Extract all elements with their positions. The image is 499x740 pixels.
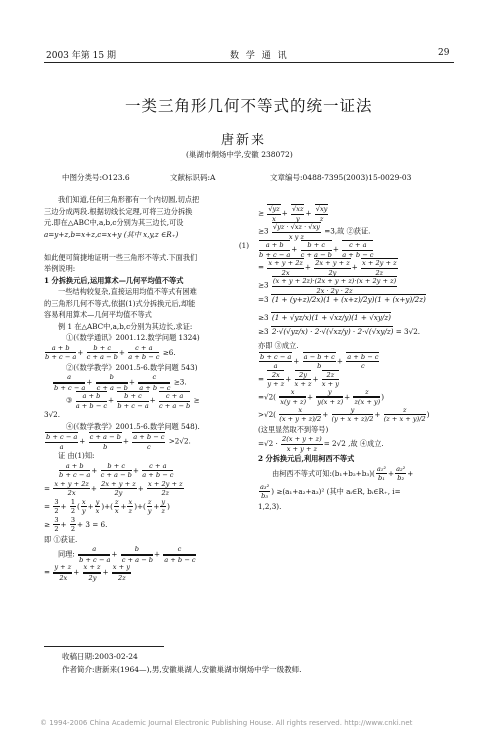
paragraph-line: 我们知道,任何三角形都有一个内切圆,切点把 xyxy=(58,195,200,204)
inequality-2-bound: ≥3. xyxy=(173,377,187,387)
equation-number: (1) xyxy=(238,241,249,250)
problem-source-4: ④(《数学教学》2001.5-6.数学问题 548). xyxy=(66,421,200,431)
author-name: 唐新来 xyxy=(221,133,267,148)
inequality-4: $\frac{b + c - a}{a}$ + $\frac{c + a - b}{b}$ + $\frac{a + b - c}{c}$ >2√2. xyxy=(46,433,191,451)
journal-name: 数 学 通 讯 xyxy=(230,51,289,61)
paragraph-line: 如此便可简捷地证明一些三角形不等式.下面我们 xyxy=(44,252,198,262)
cauchy-indices: 1,2,3). xyxy=(258,501,282,511)
proof-line-4: ≥ $\frac{3}{2}$ + $\frac{3}{2}$ + 3 = 6. xyxy=(44,515,108,533)
issue-label: 2003 年第 15 期 xyxy=(46,51,116,61)
right-column xyxy=(258,204,458,512)
right-eq-10: = $\frac{2x}{y + z}$ + $\frac{2y}{x + z}$ + $\frac{2z}{x + y}$ xyxy=(258,370,339,388)
cauchy-line-2: $\frac{\text{a₃²}}{\text{b₃}}$ ) ≥(a₁+a₂+a₃)² (其中 aᵢ∈R, bᵢ∈R₊, i= xyxy=(260,482,401,500)
right-eq-13: =√2 · $\frac{2(x + y + z)}{x + y + z}$ = 2√2 ,故 ④成立. xyxy=(258,435,384,453)
author-bio: 作者简介:唐新来(1964—),男,安徽巢湖人,安徽巢湖市烔炀中学一级教师. xyxy=(62,665,302,674)
proof-line-5: 同理: $\frac{a}{b + c - a}$ + $\frac{b}{c + a - b}$ + $\frac{c}{a + b - c}$ xyxy=(58,545,196,564)
paragraph-line: 的三角形几何不等式,依据(1)式分拆换元后,却能 xyxy=(44,298,196,308)
received-date: 收稿日期:2003-02-24 xyxy=(62,652,138,661)
inequality-3-bound: 3√2. xyxy=(44,410,61,419)
inequality-4-bound: >2√2. xyxy=(168,436,191,446)
page-number: 29 xyxy=(438,48,450,58)
proof-line-6: = $\frac{y + z}{2x}$ + $\frac{x + z}{2y}$ + $\frac{x + y}{2z}$ xyxy=(44,563,130,582)
substitution-line: a=y+z,b=x+z,c=x+y (其中 x,y,z ∈R₊) xyxy=(44,229,179,239)
right-eq-5: ≥3 $\frac{(x + y + 2z)\cdot(2x + y + z)\cdot(x + 2y + z)}{2x \cdot 2y \cdot 2z}$ xyxy=(258,277,397,295)
class-number: 中图分类号:O123.6 xyxy=(62,173,130,182)
footnote-rule xyxy=(44,646,164,647)
example-statement: 例 1 在△ABC中,a,b,c分别为其边长,求证: xyxy=(58,321,193,331)
copyright-footer: © 1994-2006 China Academic Journal Electronic Publishing House. All rights reserved. http://www.cnki.net xyxy=(40,719,413,727)
right-eq-8: ≥3 2·√(√yz/x) · 2·√(√xz/y) · 2·√(√xy/z) = 3√2. xyxy=(258,327,421,336)
right-eq-9: $\frac{b + c - a}{a}$ + $\frac{a - b + c}{b}$ + $\frac{a + b - c}{c}$ xyxy=(260,352,379,370)
left-column xyxy=(44,194,249,581)
article-number: 文章编号:0488-7395(2003)15-0029-03 xyxy=(270,173,412,182)
right-eq-1: ≥ $\frac{√yz}{x}$ + $\frac{√xz}{y}$ + $\frac{√xy}{z}$ xyxy=(258,205,328,223)
inequality-3-sign: ≥ xyxy=(193,395,200,405)
right-eq-7: ≥3 (1 + √yz/x)(1 + √xz/y)(1 + √xy/z) xyxy=(258,313,391,322)
header-rule xyxy=(44,62,454,63)
section-heading-2: 2 分拆换元后,利用柯西不等式 xyxy=(258,454,355,463)
right-eq-2: ≥3 $\frac{√yz \cdot √xz \cdot √xy}{\text{x y z}}$ =3,故 ②获证. xyxy=(258,223,371,241)
proof-line-1: $\frac{a + b}{b + c - a}$ + $\frac{b + c}{c + a - b}$ + $\frac{c + a}{a + b - c}$ xyxy=(59,461,174,479)
inequality-1: $\frac{a + b}{b + c - a}$ + $\frac{b + c}{c + a - b}$ + $\frac{c + a}{a + b - c}$ ≥6. xyxy=(45,343,176,361)
conclusion-4: ,故 ④成立. xyxy=(348,439,384,448)
paragraph-line: 举例说明: xyxy=(44,264,76,273)
note-no-equality: (这里显然取不到等号) xyxy=(258,424,329,434)
right-eq-6: =3 (1 + (y+z)/2x)(1 + (x+z)/2y)(1 + (x+y)/2z) xyxy=(258,295,426,304)
inequality-3: ③ $\frac{a + b}{a + b - c}$ + $\frac{b + c}{b + c - a}$ + $\frac{c + a}{c + a - b}$ ≥ xyxy=(66,392,200,410)
inequality-2: $\frac{a}{b + c - a}$ + $\frac{b}{c + a - b}$ + $\frac{c}{a + b - c}$ ≥3. xyxy=(54,373,187,392)
proof-line-3: = $\frac{3}{2}$ + $\frac{1}{2}$ ( $\frac{x}{y}$ + $\frac{y}{x}$ )+( $\frac{z}{x}$ + $\frac{x}{z}$ )+( $\frac{z}{y}$ + $\frac{y}{z}$ ) xyxy=(44,497,170,515)
author-affiliation: (巢湖市烔炀中学,安徽 238072) xyxy=(186,150,293,159)
paragraph-line: 一些结构较复杂,直接运用均值不等式有困难 xyxy=(58,287,197,296)
section-heading-1: 1 分拆换元后,运用算术—几何平均值不等式 xyxy=(44,275,184,285)
conclusion-3: 亦即 ③成立. xyxy=(258,341,299,350)
proof-conclusion-1: 即 ①获证. xyxy=(44,534,78,544)
right-eq-12: >√2( $\frac{x}{(x + y + z)/2}$ + $\frac{y}{(y + x + z)/2}$ + $\frac{z}{(z + x + y)/2}$ ) xyxy=(258,405,430,423)
proof-start: 证 由(1)知: xyxy=(58,451,95,460)
right-eq-11: =√2( $\frac{x}{x(y + z)}$ + $\frac{y}{y(x + z)}$ + $\frac{z}{z(x + y)}$ ) xyxy=(258,387,385,406)
conclusion-2: =3,故 ②获证. xyxy=(324,226,371,236)
cauchy-intro: 由柯西不等式可知:(b₁+b₂+b₃)( $\frac{\text{a₁²}}{\text{b₁}}$ + $\frac{\text{a₂²}}{\text{b₂}}$ + xyxy=(272,464,414,482)
problem-source-1: ①(《数学通讯》2001.12.数学问题 1324) xyxy=(66,333,200,342)
paragraph-line: 容易利用算术—几何平均值不等式 xyxy=(44,310,152,319)
similarly-label: 同理: xyxy=(58,549,75,559)
right-eq-3: $\frac{a + b}{b + c - a}$ + $\frac{b + c}{c + a - b}$ + $\frac{c + a}{a + b - c}$ xyxy=(259,241,374,259)
doc-code: 文献标识码:A xyxy=(170,173,216,182)
item-3-label: ③ xyxy=(66,395,73,405)
right-eq-4: = $\frac{x + y + 2z}{2x}$ + $\frac{2x + y + z}{2y}$ + $\frac{x + 2y + z}{2z}$ xyxy=(258,259,397,277)
article-title: 一类三角形几何不等式的统一证法 xyxy=(125,97,373,115)
paragraph-line: 三边分成两段.根据切线长定理,可将三边分拆换 xyxy=(44,206,193,216)
proof-line-2: = $\frac{x + y + 2z}{2x}$ + $\frac{2x + y + z}{2y}$ + $\frac{x + 2y + z}{2z}$ xyxy=(44,479,183,497)
cauchy-text: 由柯西不等式可知:(b₁+b₂+b₃)( xyxy=(272,468,375,478)
paragraph-line: 元.即在△ABC中,a,b,c分别为其三边长,可设 xyxy=(44,218,184,227)
cauchy-condition: ≥(a₁+a₂+a₃)² (其中 aᵢ∈R, bᵢ∈R₊, i= xyxy=(276,486,401,496)
problem-source-2: ②(《数学教学》2001.5-6.数学问题 543) xyxy=(66,362,198,372)
inequality-1-bound: ≥6. xyxy=(162,347,176,357)
